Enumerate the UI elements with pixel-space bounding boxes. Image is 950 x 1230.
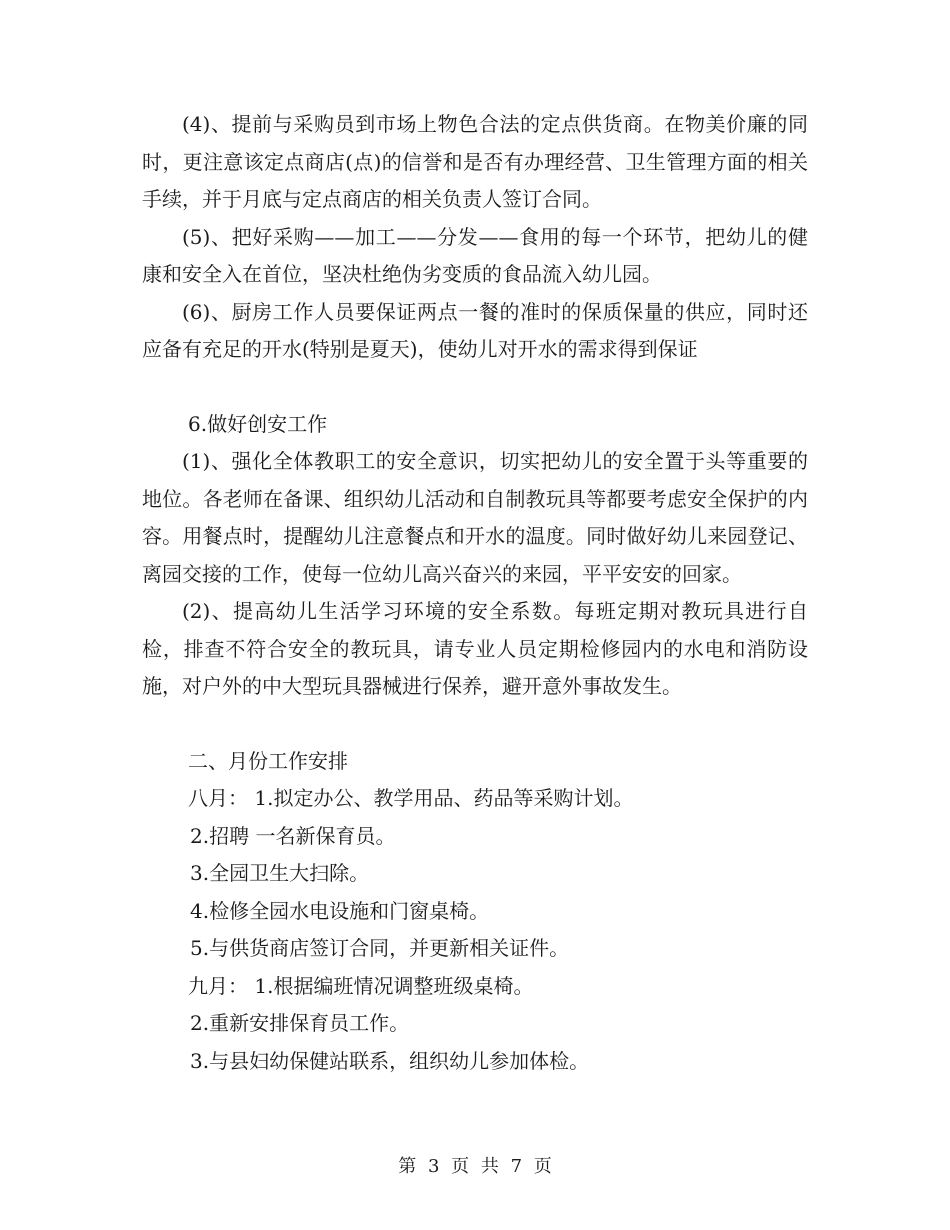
august-item-2: 2.招聘 一名新保育员。 [190,823,396,848]
august-item-1: 八月： 1.拟定办公、教学用品、药品等采购计划。 [188,786,634,810]
paragraph-safety-1: (1)、强化全体教职工的安全意识，切实把幼儿的安全置于头等重要的地位。各老师在备课、组织幼儿活动和自制教玩具等都要考虑安全保护的内容。用餐点时，提醒幼儿注意餐点和开水的温度。同时做好幼儿来园登记、离园交接的工作，使每一位幼儿高兴奋兴的来园，平平安安的回家。 [142,449,808,586]
document-body [142,106,808,1080]
august-item-3: 3.全园卫生大扫除。 [190,861,370,885]
paragraph-item-4: (4)、提前与采购员到市场上物色合法的定点供货商。在物美价廉的同时，更注意该定点商店(点)的信誉和是否有办理经营、卫生管理方面的相关手续，并于月底与定点商店的相关负责人签订合同。 [142,112,808,211]
paragraph-safety-2: (2)、提高幼儿生活学习环境的安全系数。每班定期对教玩具进行自检，排查不符合安全的教玩具，请专业人员定期检修园内的水电和消防设施，对户外的中大型玩具器械进行保养，避开意外事故发生。 [142,599,808,698]
part-heading-monthly-plan: 二、月份工作安排 [188,748,348,773]
spacer [142,369,808,406]
august-item-4: 4.检修全园水电设施和门窗桌椅。 [190,898,490,923]
section-heading-6: 6.做好创安工作 [188,411,328,436]
paragraph-item-5: (5)、把好采购——加工——分发——食用的每一个环节，把幼儿的健康和安全入在首位，坚决杜绝伪劣变质的食品流入幼儿园。 [142,224,808,286]
page-number-footer: 第 3 页 共 7 页 [398,1156,552,1177]
august-item-5: 5.与供货商店签订合同，并更新相关证件。 [190,936,570,960]
spacer [142,706,808,743]
paragraph-item-6: (6)、厨房工作人员要保证两点一餐的准时的保质保量的供应，同时还应备有充足的开水(特别是夏天)，使幼儿对开水的需求得到保证 [142,299,808,361]
september-item-2: 2.重新安排保育员工作。 [190,1011,410,1035]
september-item-1: 九月： 1.根据编班情况调整班级桌椅。 [188,973,534,998]
september-item-3: 3.与县妇幼保健站联系，组织幼儿参加体检。 [190,1048,590,1073]
